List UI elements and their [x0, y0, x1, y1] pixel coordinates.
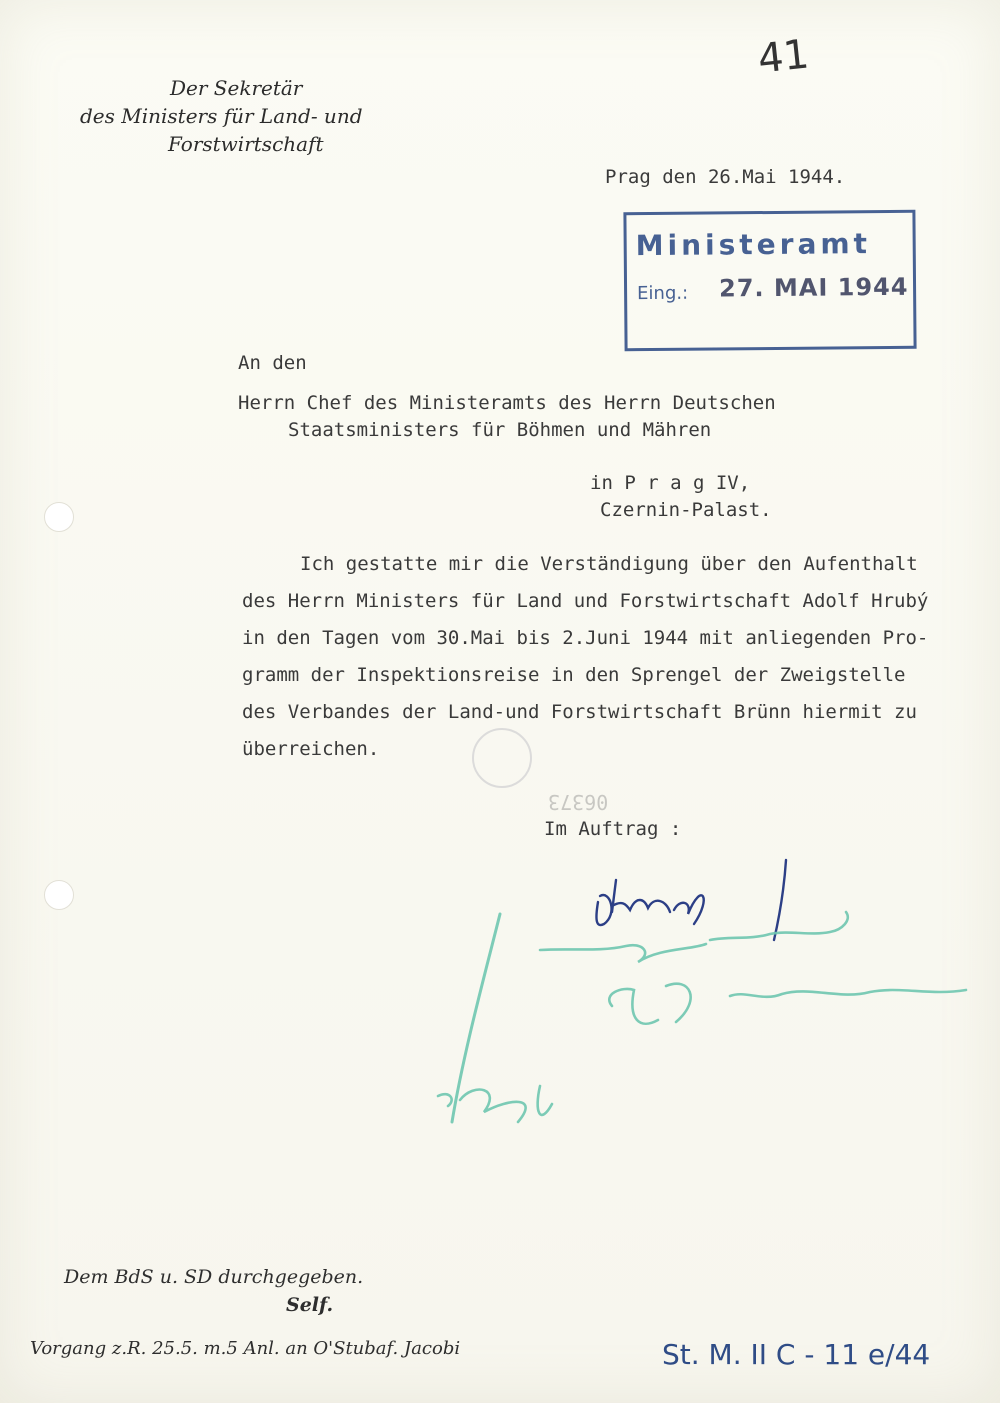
address-line-2: Staatsministers für Böhmen und Mähren [288, 419, 712, 441]
folio-number: 41 [755, 31, 812, 83]
punch-hole-bottom [44, 880, 74, 910]
letterhead-line-3: Forstwirtschaft [168, 132, 324, 156]
handwritten-note-reference: Vorgang z.R. 25.5. m.5 Anl. an O'Stubaf. Jacobi [30, 1338, 461, 1359]
letterhead-line-1: Der Sekretär [170, 76, 303, 100]
body-line-1: Ich gestatte mir die Verständigung über den Aufenthalt [300, 553, 918, 575]
faint-round-stamp [472, 728, 532, 788]
address-building: Czernin-Palast. [600, 499, 772, 521]
body-line-3: in den Tagen vom 30.Mai bis 2.Juni 1944 mit anliegenden Pro- [242, 627, 929, 649]
body-line-5: des Verbandes der Land-und Forstwirtschaft Brünn hiermit zu [242, 701, 917, 723]
stamp-received-date: 27. MAI 1944 [718, 272, 909, 303]
letterhead-line-2: des Ministers für Land- und [80, 104, 363, 128]
body-line-2: des Herrn Ministers für Land und Forstwirtschaft Adolf Hrubý [242, 590, 929, 612]
handwritten-note-self: Self. [286, 1294, 334, 1316]
stamp-received-label: Eing.: [637, 282, 689, 305]
body-line-4: gramm der Inspektionsreise in den Sprengel der Zweigstelle [242, 664, 906, 686]
handwritten-note-forwarded: Dem BdS u. SD durchgegeben. [64, 1266, 364, 1288]
punch-hole-top [44, 502, 74, 532]
closing: Im Auftrag : [544, 818, 682, 840]
salutation: An den [238, 352, 307, 374]
dateline: Prag den 26.Mai 1944. [605, 166, 846, 188]
received-stamp [623, 210, 916, 352]
body-line-6: überreichen. [242, 738, 380, 760]
stamp-title: Ministeramt [635, 227, 872, 263]
letterhead [80, 74, 420, 158]
file-reference: St. M. II C - 11 e/44 [662, 1338, 931, 1371]
address-line-1: Herrn Chef des Ministeramts des Herrn Deutschen [238, 392, 776, 414]
address-city: in P r a g IV, [590, 472, 751, 494]
faint-registry-number: 06373 [548, 790, 609, 814]
green-pencil-note [438, 912, 966, 1122]
handwritten-annotations [390, 850, 980, 1180]
signature-scribble [596, 860, 786, 940]
